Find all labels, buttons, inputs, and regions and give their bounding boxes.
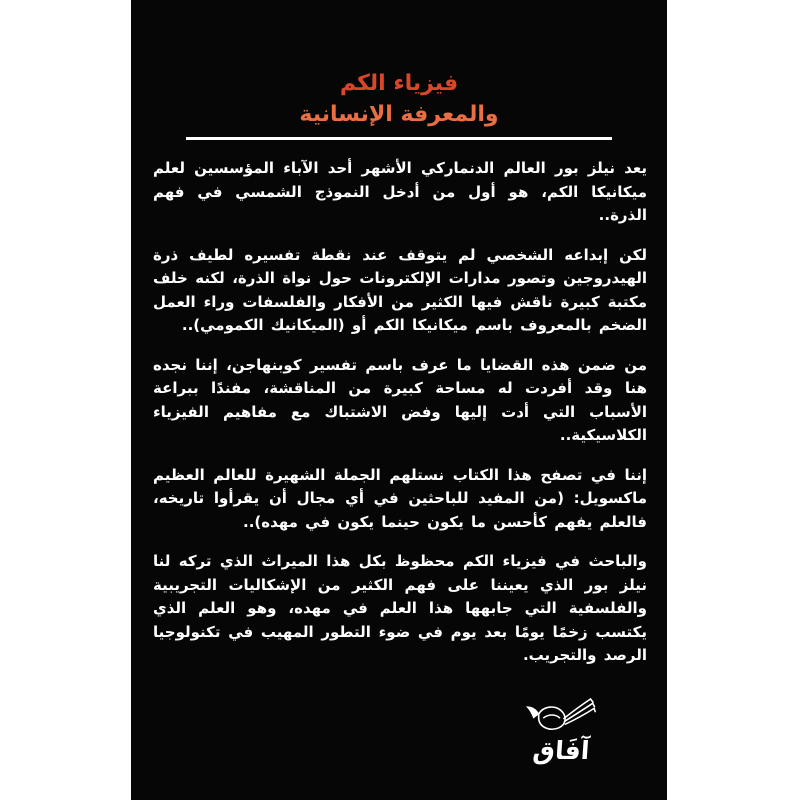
- book-title: [131, 0, 667, 130]
- blurb-paragraph-3: من ضمن هذه القضايا ما عرف باسم تفسير كوبنهاجن، إننا نجده هنا وقد أفردت له مساحة كبيرة من المناقشة، مفندًا ببراعة الأسباب التي أدت إليها وفض الاشتباك مع مفاهيم الفيزياء الكلاسيكية..: [153, 355, 647, 444]
- book-back-cover: [131, 0, 667, 800]
- book-title-line1: فيزياء الكم: [339, 71, 459, 96]
- bird-calligraphy-icon: [525, 696, 597, 738]
- publisher-logo: [513, 696, 609, 766]
- publisher-name: آفَاق: [531, 736, 591, 765]
- blurb-paragraph-4: إننا في تصفح هذا الكتاب نستلهم الجملة الشهيرة للعالم العظيم ماكسويل: (من المفيد للباحثين في أي مجال أن يقرأوا تاريخه، فالعلم يفهم كأحسن ما يكون حينما يكون في مهده)..: [153, 465, 647, 531]
- blurb-paragraph-2: لكن إبداعه الشخصي لم يتوقف عند نقطة تفسيره لطيف ذرة الهيدروجين وتصور مدارات الإلكترونات حول نواة الذرة، لكنه خلف مكتبة كبيرة ناقش فيها الكثير من الأفكار والفلسفات وراء العمل الضخم بالمعروف باسم ميكانيكا الكم أو (الميكانيك الكمومي)..: [153, 245, 647, 334]
- book-title-line2: والمعرفة الإنسانية: [299, 102, 499, 127]
- back-cover-blurb: [131, 140, 667, 668]
- blurb-paragraph-5: والباحث في فيزياء الكم محظوظ بكل هذا الميراث الذي تركه لنا نيلز بور الذي يعيننا على فهم الكثير من الإشكاليات التجريبية والفلسفية التي جابهها هذا العلم في مهده، وهو العلم الذي يكتسب زخمًا يومًا بعد يوم في ضوء التطور المهيب في تكنولوجيا الرصد والتجريب.: [153, 552, 647, 664]
- blurb-paragraph-1: يعد نيلز بور العالم الدنماركي الأشهر أحد الآباء المؤسسين لعلم ميكانيكا الكم، هو أول من أدخل النموذج الشمسي في فهم الذرة..: [153, 159, 647, 224]
